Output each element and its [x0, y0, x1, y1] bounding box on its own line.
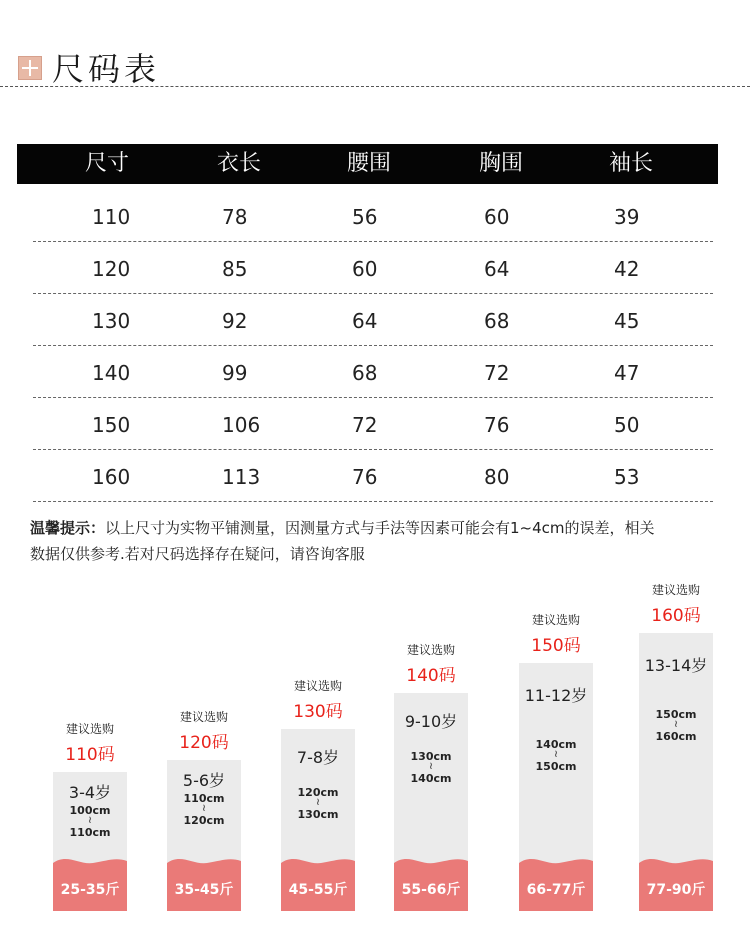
header-chest: 胸围: [479, 151, 524, 176]
table-row: [0, 193, 750, 245]
cell-size: 130: [92, 309, 131, 333]
table-row: [0, 453, 750, 505]
recommend-size: 130码: [293, 702, 343, 722]
row-divider: [33, 241, 713, 242]
recommend-label: 建议选购: [293, 679, 342, 693]
height-separator: ≀: [316, 797, 320, 808]
height-from: 100cm: [69, 804, 111, 817]
cell-length: 78: [222, 205, 248, 229]
height-to: 160cm: [655, 730, 697, 743]
cell-length: 92: [222, 309, 248, 333]
recommend-label: 建议选购: [179, 710, 228, 724]
cell-size: 110: [92, 205, 131, 229]
row-divider: [33, 345, 713, 346]
recommend-label: 建议选购: [651, 583, 700, 597]
title-divider: [0, 86, 750, 87]
cell-waist: 68: [352, 361, 378, 385]
header-size: 尺寸: [85, 151, 130, 176]
cell-size: 120: [92, 257, 131, 281]
size-table-header: [17, 144, 718, 184]
row-divider: [33, 293, 713, 294]
weight-range: 25-35斤: [60, 882, 120, 898]
cell-chest: 64: [484, 257, 510, 281]
cell-waist: 56: [352, 205, 378, 229]
tips-text-1: 以上尺寸为实物平铺测量，因测量方式与手法等因素可能会有1~4cm的误差，相关: [105, 519, 655, 537]
weight-range: 66-77斤: [526, 882, 586, 898]
cell-size: 140: [92, 361, 131, 385]
cell-sleeve: 45: [614, 309, 640, 333]
header-length: 衣长: [217, 151, 262, 176]
weight-range: 45-55斤: [288, 882, 348, 898]
recommend-size: 150码: [531, 636, 581, 656]
table-row: [0, 297, 750, 349]
tips-note: [30, 515, 730, 567]
age-range: 7-8岁: [296, 748, 340, 767]
cell-sleeve: 50: [614, 413, 640, 437]
row-divider: [33, 449, 713, 450]
height-to: 150cm: [535, 760, 577, 773]
cell-size: 160: [92, 465, 131, 489]
height-separator: ≀: [88, 815, 92, 826]
cell-waist: 60: [352, 257, 378, 281]
recommend-size: 160码: [651, 606, 701, 626]
tips-line-1: [30, 515, 730, 541]
table-row: [0, 245, 750, 297]
cell-sleeve: 53: [614, 465, 640, 489]
height-separator: ≀: [674, 719, 678, 730]
table-row: [0, 349, 750, 401]
cell-chest: 72: [484, 361, 510, 385]
height-to: 140cm: [410, 772, 452, 785]
cell-chest: 68: [484, 309, 510, 333]
age-range: 13-14岁: [644, 656, 708, 675]
tips-label: 温馨提示：: [30, 519, 106, 537]
recommend-label: 建议选购: [531, 613, 580, 627]
cell-length: 106: [222, 413, 261, 437]
cell-waist: 72: [352, 413, 378, 437]
cell-waist: 76: [352, 465, 378, 489]
height-from: 150cm: [655, 708, 697, 721]
age-range: 5-6岁: [182, 771, 226, 790]
cell-length: 99: [222, 361, 248, 385]
recommend-size: 140码: [406, 666, 456, 686]
recommend-size: 110码: [65, 745, 115, 765]
cell-waist: 64: [352, 309, 378, 333]
age-range: 9-10岁: [404, 712, 458, 731]
age-range: 11-12岁: [524, 686, 588, 705]
recommend-label: 建议选购: [65, 722, 114, 736]
size-bar: [53, 772, 127, 911]
height-to: 120cm: [183, 814, 225, 827]
cell-sleeve: 42: [614, 257, 640, 281]
height-separator: ≀: [202, 803, 206, 814]
cell-chest: 80: [484, 465, 510, 489]
height-from: 110cm: [183, 792, 225, 805]
cell-chest: 60: [484, 205, 510, 229]
row-divider: [33, 397, 713, 398]
height-from: 140cm: [535, 738, 577, 751]
weight-range: 55-66斤: [401, 882, 461, 898]
height-from: 120cm: [297, 786, 339, 799]
weight-range: 35-45斤: [174, 882, 234, 898]
height-from: 130cm: [410, 750, 452, 763]
size-bar: [167, 760, 241, 911]
cell-length: 85: [222, 257, 248, 281]
height-to: 110cm: [69, 826, 111, 839]
age-range: 3-4岁: [68, 783, 112, 802]
cell-sleeve: 47: [614, 361, 640, 385]
height-separator: ≀: [554, 749, 558, 760]
plus-icon: [18, 56, 42, 80]
row-divider: [33, 501, 713, 502]
weight-range: 77-90斤: [646, 882, 706, 898]
height-to: 130cm: [297, 808, 339, 821]
size-bar: [394, 693, 468, 911]
size-bar: [519, 663, 593, 911]
tips-line-2: 数据仅供参考.若对尺码选择存在疑问，请咨询客服: [30, 545, 365, 563]
recommend-label: 建议选购: [406, 643, 455, 657]
size-bar: [639, 633, 713, 911]
cell-chest: 76: [484, 413, 510, 437]
page-title: 尺码表: [52, 50, 161, 88]
recommend-size: 120码: [179, 733, 229, 753]
table-row: [0, 401, 750, 453]
header-sleeve: 袖长: [609, 151, 654, 176]
cell-length: 113: [222, 465, 261, 489]
height-separator: ≀: [429, 761, 433, 772]
size-bar: [281, 729, 355, 911]
header-waist: 腰围: [347, 151, 392, 176]
cell-sleeve: 39: [614, 205, 640, 229]
cell-size: 150: [92, 413, 131, 437]
